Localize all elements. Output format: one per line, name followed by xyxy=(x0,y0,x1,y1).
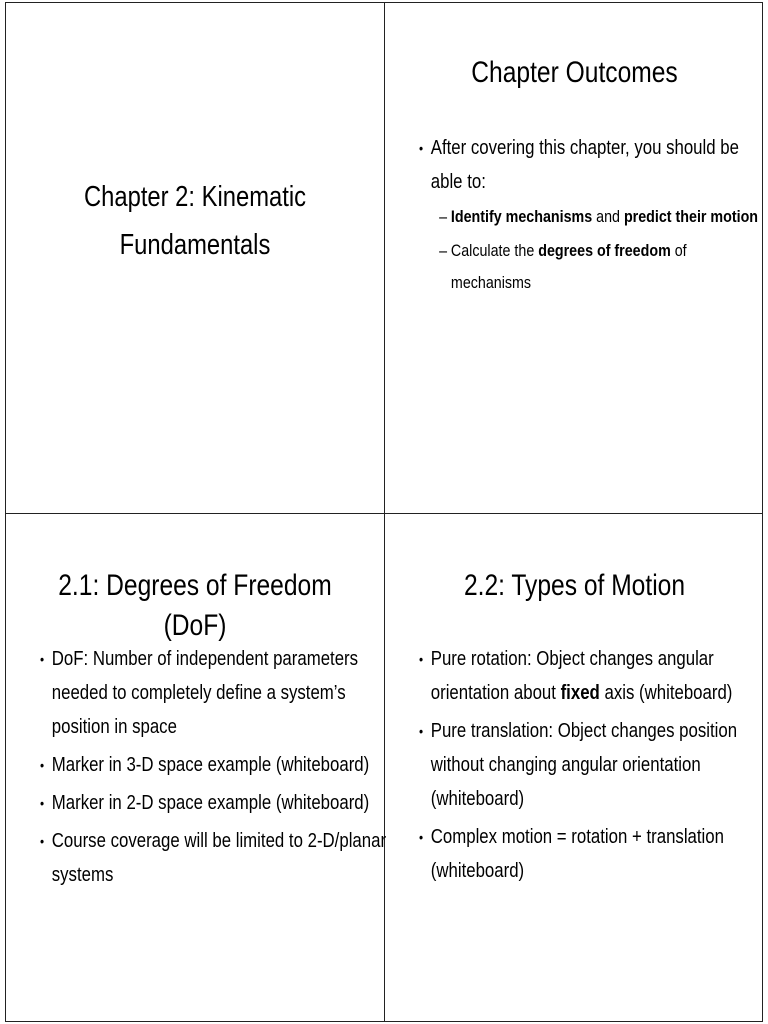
slide-3-title: 2.1: Degrees of Freedom (DoF) xyxy=(58,569,332,642)
handout-page xyxy=(5,2,763,1022)
slide-3 xyxy=(6,514,387,1023)
slide-4-bullets xyxy=(419,642,756,892)
slide-2 xyxy=(385,3,764,513)
bullet-dot-icon: • xyxy=(40,651,45,667)
slide-4 xyxy=(385,514,764,1023)
slide-2-bullets xyxy=(419,131,759,303)
dash-icon: – xyxy=(439,207,448,226)
sub-list-item: – Calculate the degrees of freedom of mechanisms xyxy=(439,235,767,299)
slide-2-title: Chapter Outcomes xyxy=(471,56,678,89)
list-item: • DoF: Number of independent parameters needed to completely define a system’s position in space xyxy=(40,642,388,744)
bullet-dot-icon: • xyxy=(40,795,45,811)
bullet-dot-icon: • xyxy=(419,829,424,845)
bullet-dot-icon: • xyxy=(419,723,424,739)
list-item: • After covering this chapter, you should be able to: – Identify mechanisms and predict their motion – Calculate the degrees of freedom of mechanisms xyxy=(419,131,768,299)
list-item: • Pure translation: Object changes position without changing angular orientation (whiteboard) xyxy=(419,714,768,816)
list-item: • Marker in 3-D space example (whiteboard) xyxy=(40,748,388,782)
list-item: • Complex motion = rotation + translation (whiteboard) xyxy=(419,820,768,888)
slide-1 xyxy=(6,3,384,513)
bullet-dot-icon: • xyxy=(40,757,45,773)
list-item: • Marker in 2-D space example (whiteboard) xyxy=(40,786,388,820)
bullet-dot-icon: • xyxy=(40,833,45,849)
slide-1-title-line1: Chapter 2: Kinematic xyxy=(83,181,307,213)
bullet-dot-icon: • xyxy=(419,651,424,667)
list-item: • Pure rotation: Object changes angular orientation about fixed axis (whiteboard) xyxy=(419,642,768,710)
slide-3-bullets xyxy=(40,642,387,896)
slide-1-title xyxy=(40,173,350,269)
bullet-dot-icon: • xyxy=(419,140,424,156)
dash-icon: – xyxy=(439,241,448,260)
slide-4-title: 2.2: Types of Motion xyxy=(463,569,686,602)
sub-list-item: – Identify mechanisms and predict their motion xyxy=(439,201,767,233)
list-item: • Course coverage will be limited to 2-D/planar systems xyxy=(40,824,388,892)
slide-1-title-line2: Fundamentals xyxy=(119,229,271,261)
